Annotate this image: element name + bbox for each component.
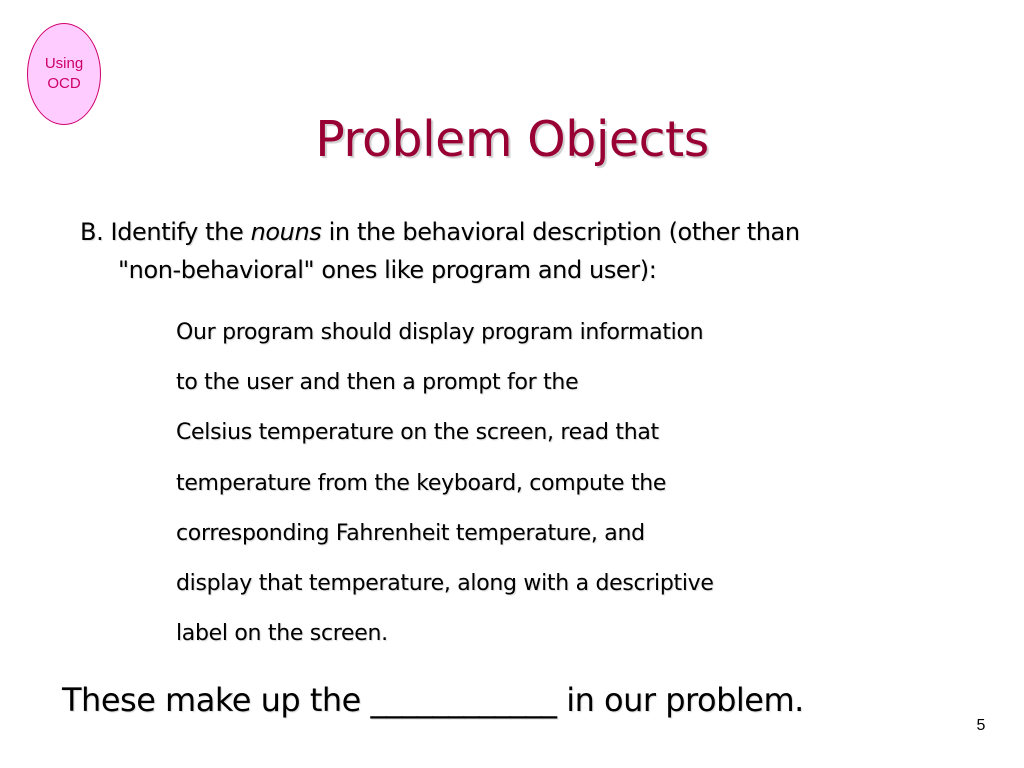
description-line: to the user and then a prompt for the xyxy=(176,370,579,396)
description-line: temperature from the keyboard, compute the xyxy=(176,470,667,496)
bullet-line-2: "non-behavioral" ones like program and user): xyxy=(118,256,657,284)
description-line: Celsius temperature on the screen, read that xyxy=(176,420,659,446)
description-line: corresponding Fahrenheit temperature, and xyxy=(176,520,645,546)
behavioral-description xyxy=(176,308,936,659)
slide-title: Problem Objects xyxy=(315,111,709,168)
page-number: 5 xyxy=(976,717,986,734)
bullet-b xyxy=(80,213,980,289)
description-line: display that temperature, along with a descriptive xyxy=(176,571,714,597)
description-line: Our program should display program information xyxy=(176,320,704,345)
closing-statement: These make up the ____________ in our problem. xyxy=(62,681,804,719)
badge-line-1: Using xyxy=(44,55,84,72)
bullet-emphasis-nouns: nouns xyxy=(250,218,322,246)
bullet-rest-line1: in the behavioral description (other than xyxy=(321,218,800,246)
badge-line-2: OCD xyxy=(47,75,81,92)
bullet-prefix: B. Identify the xyxy=(80,218,251,246)
description-line: label on the screen. xyxy=(176,621,388,647)
